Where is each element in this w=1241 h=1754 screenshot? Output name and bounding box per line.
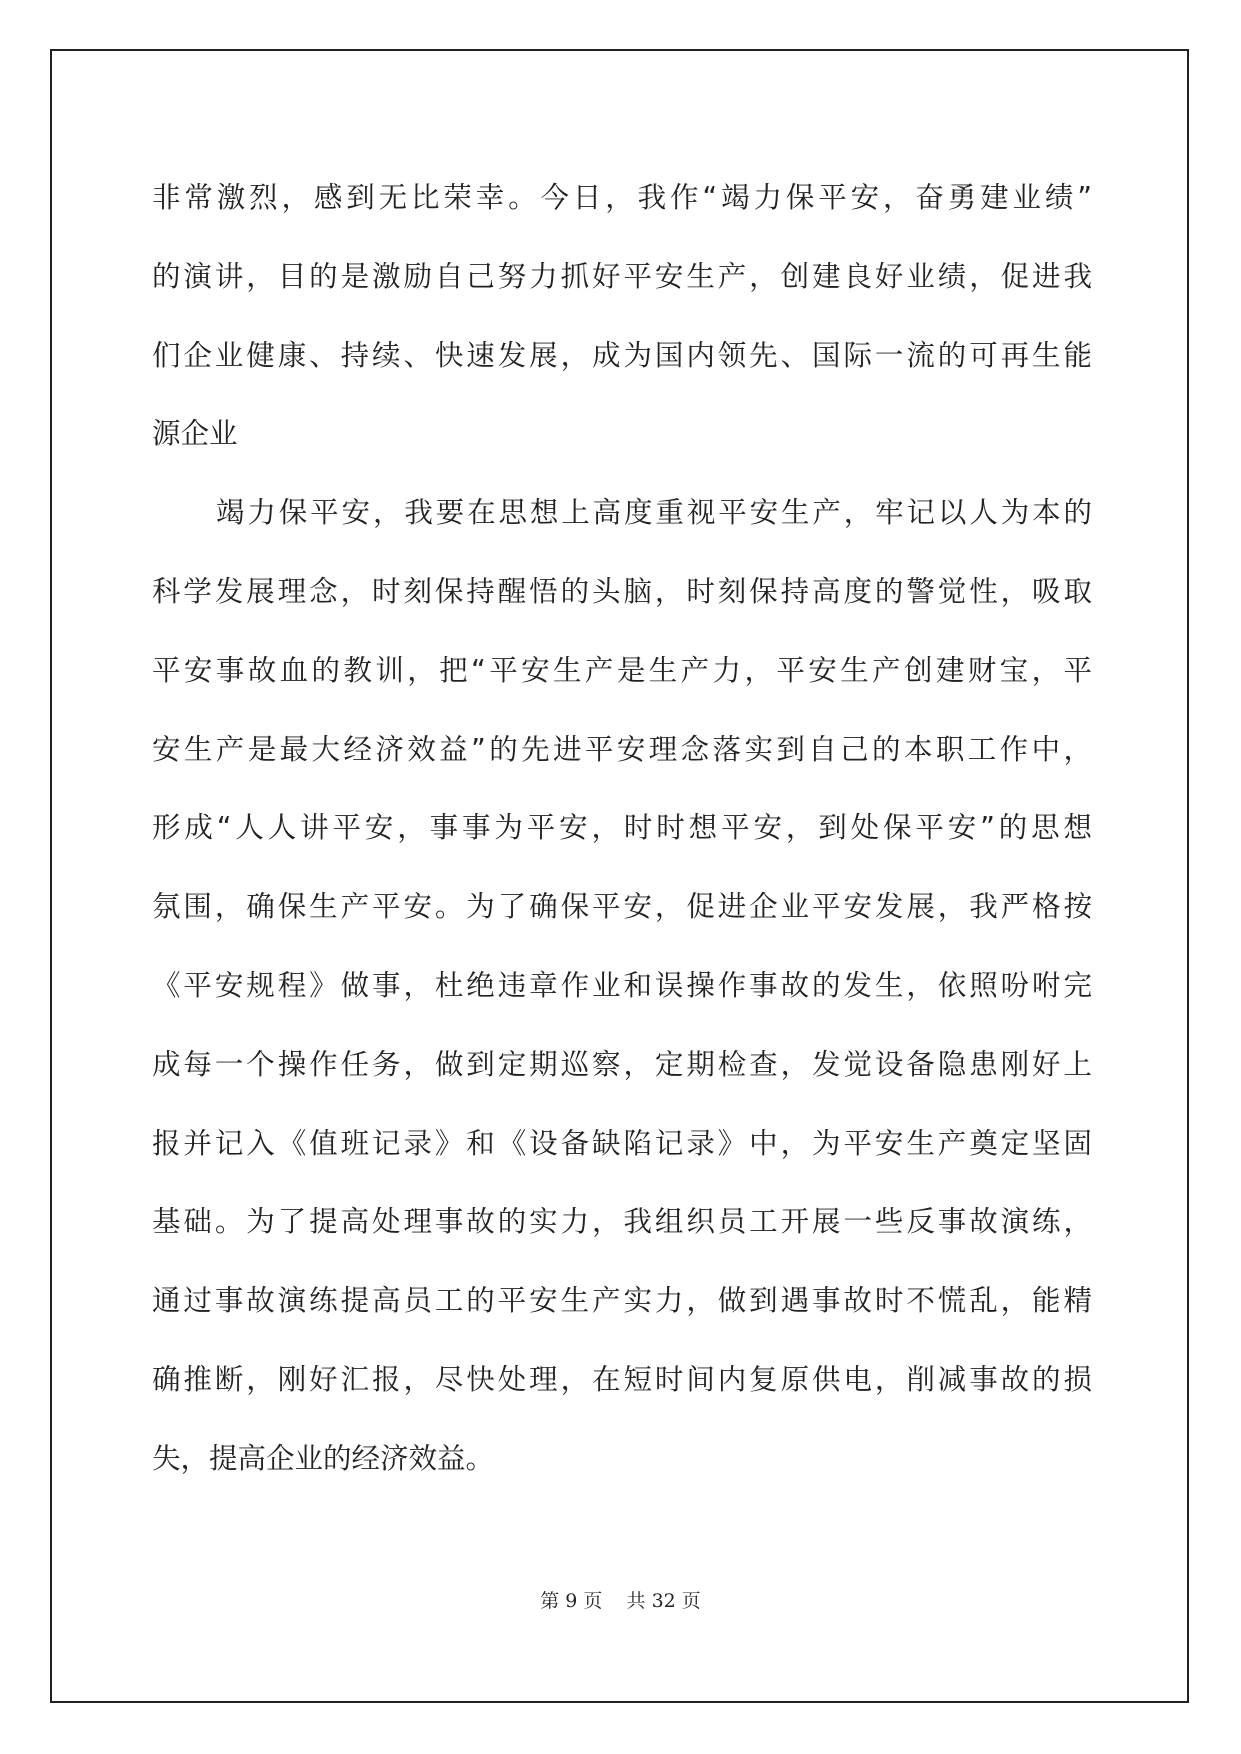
text-line: 形成“人人讲平安，事事为平安，时时想平安，到处保平安”的思想 [152, 811, 1092, 845]
text-line: 确推断，刚好汇报，尽快处理，在短时间内复原供电，削减事故的损 [152, 1362, 1092, 1396]
page-number: 第 9 页 [540, 1590, 603, 1612]
text-line: 失，提高企业的经济效益。 [152, 1441, 495, 1475]
text-line: 通过事故演练提高员工的平安生产实力，做到遇事故时不慌乱，能精 [152, 1284, 1092, 1318]
page-footer [0, 1586, 1241, 1613]
page-total: 共 32 页 [626, 1590, 701, 1612]
document-body [152, 159, 1092, 1499]
text-line: 氛围，确保生产平安。为了确保平安，促进企业平安发展，我严格按 [152, 890, 1092, 924]
text-line: 科学发展理念，时刻保持醒悟的头脑，时刻保持高度的警觉性，吸取 [152, 574, 1092, 608]
text-line: 《平安规程》做事，杜绝违章作业和误操作事故的发生，依照吩咐完 [152, 968, 1092, 1002]
text-line: 的演讲，目的是激励自己努力抓好平安生产，创建良好业绩，促进我 [152, 259, 1092, 293]
text-line: 基础。为了提高处理事故的实力，我组织员工开展一些反事故演练， [152, 1205, 1092, 1239]
text-line: 们企业健康、持续、快速发展，成为国内领先、国际一流的可再生能 [152, 338, 1092, 372]
text-line: 成每一个操作任务，做到定期巡察，定期检查，发觉设备隐患刚好上 [152, 1047, 1092, 1081]
text-line: 竭力保平安，我要在思想上高度重视平安生产，牢记以人为本的 [216, 496, 1092, 530]
text-line: 安生产是最大经济效益”的先进平安理念落实到自己的本职工作中， [152, 732, 1092, 766]
text-line: 非常激烈，感到无比荣幸。今日，我作“竭力保平安，奋勇建业绩” [152, 181, 1092, 214]
text-line: 平安事故血的教训，把“平安生产是生产力，平安生产创建财宝，平 [152, 653, 1092, 687]
text-line: 源企业 [152, 417, 238, 451]
text-line: 报并记入《值班记录》和《设备缺陷记录》中，为平安生产奠定坚固 [152, 1126, 1092, 1160]
